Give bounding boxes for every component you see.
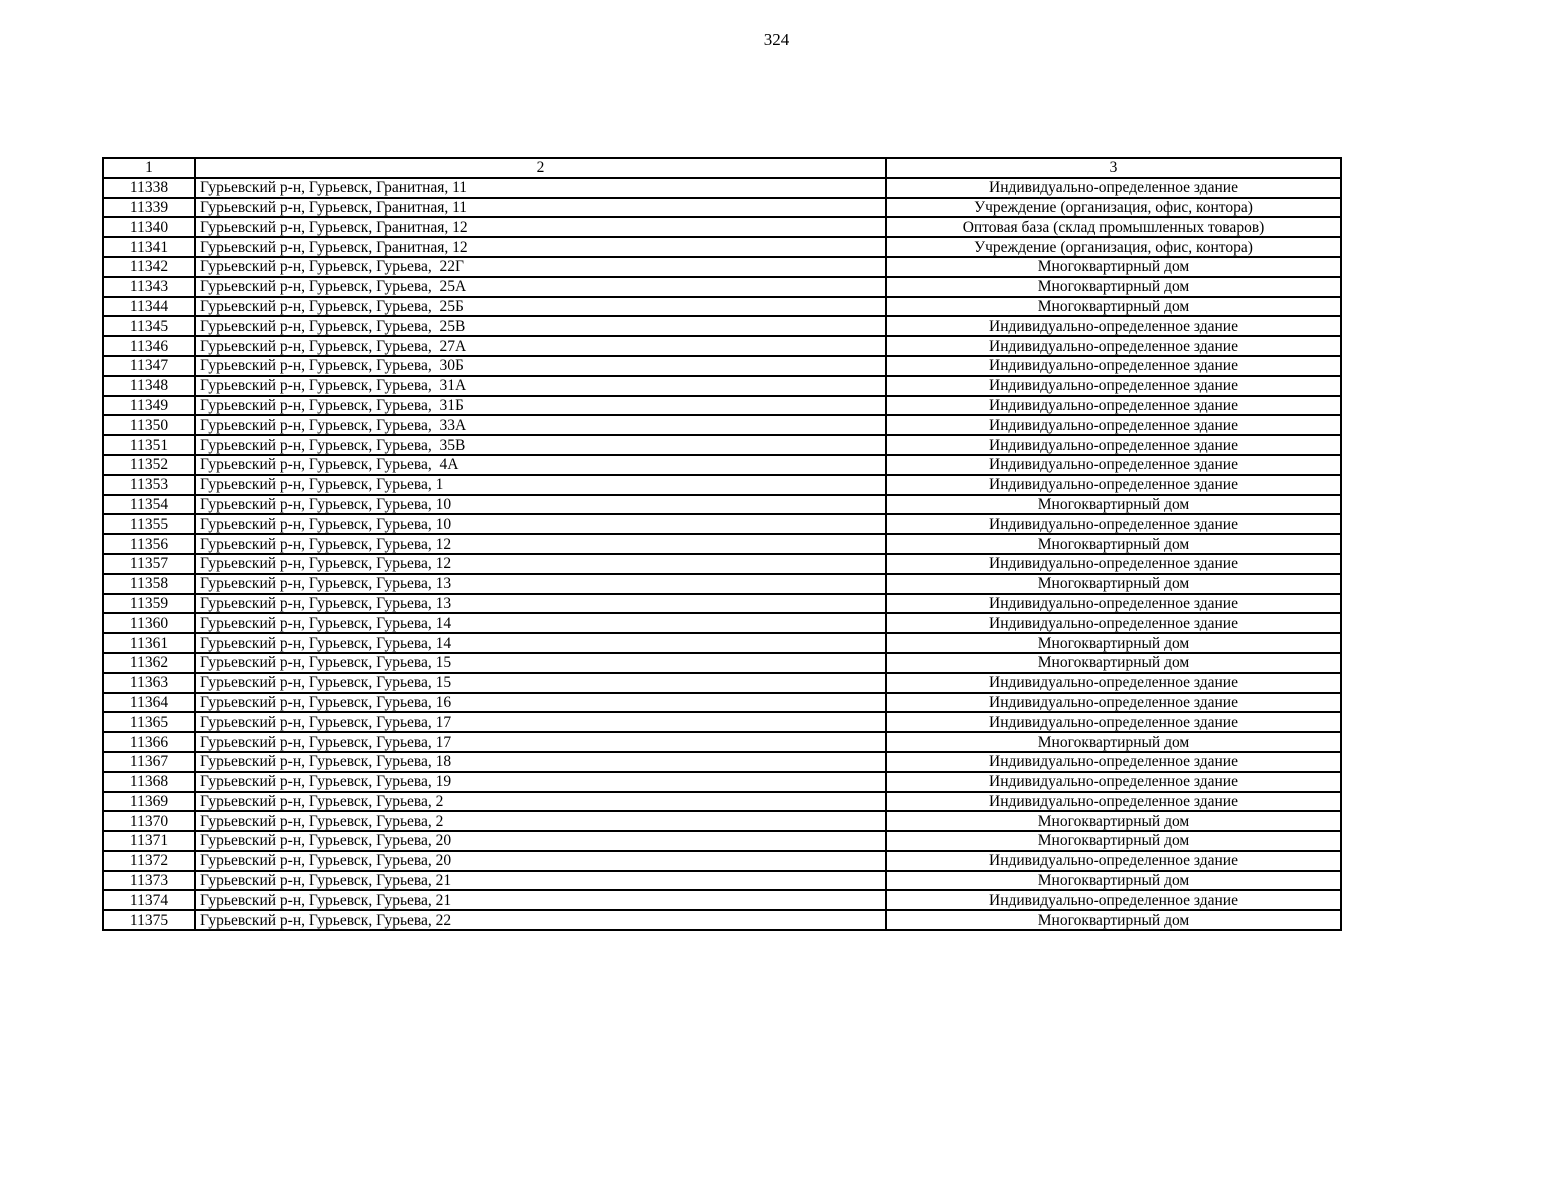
- table-row: [103, 297, 1341, 317]
- cell-record-number: 11356: [103, 534, 195, 554]
- cell-address: Гурьевский р-н, Гурьевск, Гурьева, 31Б: [195, 396, 886, 416]
- cell-address: Гурьевский р-н, Гурьевск, Гурьева, 10: [195, 495, 886, 515]
- cell-record-number: 11349: [103, 396, 195, 416]
- cell-record-number: 11347: [103, 356, 195, 376]
- cell-record-number: 11363: [103, 673, 195, 693]
- cell-address: Гурьевский р-н, Гурьевск, Гранитная, 12: [195, 237, 886, 257]
- cell-record-number: 11348: [103, 376, 195, 396]
- table-row: [103, 910, 1341, 930]
- cell-object-type: Индивидуально-определенное здание: [886, 376, 1341, 396]
- cell-record-number: 11374: [103, 890, 195, 910]
- cell-object-type: Индивидуально-определенное здание: [886, 554, 1341, 574]
- table-row: [103, 475, 1341, 495]
- cell-address: Гурьевский р-н, Гурьевск, Гурьева, 35В: [195, 435, 886, 455]
- cell-address: Гурьевский р-н, Гурьевск, Гурьева, 1: [195, 475, 886, 495]
- cell-address: Гурьевский р-н, Гурьевск, Гурьева, 20: [195, 851, 886, 871]
- cell-record-number: 11367: [103, 752, 195, 772]
- cell-address: Гурьевский р-н, Гурьевск, Гранитная, 11: [195, 178, 886, 198]
- cell-record-number: 11350: [103, 415, 195, 435]
- cell-object-type: Многоквартирный дом: [886, 831, 1341, 851]
- cell-address: Гурьевский р-н, Гурьевск, Гурьева, 17: [195, 712, 886, 732]
- table-row: [103, 752, 1341, 772]
- table-row: [103, 732, 1341, 752]
- cell-record-number: 11354: [103, 495, 195, 515]
- column-header-2: 2: [195, 158, 886, 178]
- registry-table: [102, 157, 1342, 931]
- table-row: [103, 633, 1341, 653]
- table-row: [103, 831, 1341, 851]
- table-row: [103, 514, 1341, 534]
- cell-object-type: Индивидуально-определенное здание: [886, 178, 1341, 198]
- cell-address: Гурьевский р-н, Гурьевск, Гранитная, 11: [195, 198, 886, 218]
- cell-object-type: Индивидуально-определенное здание: [886, 455, 1341, 475]
- cell-record-number: 11366: [103, 732, 195, 752]
- cell-record-number: 11351: [103, 435, 195, 455]
- table-row: [103, 574, 1341, 594]
- table-row: [103, 257, 1341, 277]
- cell-address: Гурьевский р-н, Гурьевск, Гурьева, 16: [195, 693, 886, 713]
- cell-object-type: Индивидуально-определенное здание: [886, 890, 1341, 910]
- cell-object-type: Индивидуально-определенное здание: [886, 693, 1341, 713]
- cell-object-type: Индивидуально-определенное здание: [886, 415, 1341, 435]
- cell-address: Гурьевский р-н, Гурьевск, Гурьева, 18: [195, 752, 886, 772]
- cell-address: Гурьевский р-н, Гурьевск, Гурьева, 14: [195, 613, 886, 633]
- column-header-3: 3: [886, 158, 1341, 178]
- cell-record-number: 11370: [103, 811, 195, 831]
- cell-record-number: 11365: [103, 712, 195, 732]
- table-row: [103, 455, 1341, 475]
- cell-record-number: 11338: [103, 178, 195, 198]
- table-row: [103, 277, 1341, 297]
- cell-record-number: 11343: [103, 277, 195, 297]
- cell-address: Гурьевский р-н, Гурьевск, Гурьева, 15: [195, 653, 886, 673]
- table-row: [103, 772, 1341, 792]
- cell-object-type: Индивидуально-определенное здание: [886, 336, 1341, 356]
- cell-object-type: Индивидуально-определенное здание: [886, 792, 1341, 812]
- table-row: [103, 356, 1341, 376]
- cell-object-type: Многоквартирный дом: [886, 574, 1341, 594]
- cell-address: Гурьевский р-н, Гурьевск, Гурьева, 30Б: [195, 356, 886, 376]
- cell-object-type: Индивидуально-определенное здание: [886, 594, 1341, 614]
- table-header-row: [103, 158, 1341, 178]
- cell-address: Гурьевский р-н, Гурьевск, Гурьева, 27А: [195, 336, 886, 356]
- cell-record-number: 11344: [103, 297, 195, 317]
- cell-object-type: Многоквартирный дом: [886, 871, 1341, 891]
- cell-address: Гурьевский р-н, Гурьевск, Гурьева, 19: [195, 772, 886, 792]
- cell-record-number: 11353: [103, 475, 195, 495]
- cell-record-number: 11340: [103, 217, 195, 237]
- table-row: [103, 693, 1341, 713]
- cell-object-type: Индивидуально-определенное здание: [886, 851, 1341, 871]
- table-row: [103, 396, 1341, 416]
- registry-table-body: [103, 158, 1341, 930]
- cell-object-type: Индивидуально-определенное здание: [886, 613, 1341, 633]
- table-row: [103, 871, 1341, 891]
- table-row: [103, 495, 1341, 515]
- cell-address: Гурьевский р-н, Гурьевск, Гурьева, 21: [195, 871, 886, 891]
- cell-record-number: 11369: [103, 792, 195, 812]
- cell-address: Гурьевский р-н, Гурьевск, Гурьева, 22: [195, 910, 886, 930]
- table-row: [103, 316, 1341, 336]
- cell-object-type: Многоквартирный дом: [886, 495, 1341, 515]
- table-row: [103, 415, 1341, 435]
- cell-record-number: 11341: [103, 237, 195, 257]
- cell-object-type: Индивидуально-определенное здание: [886, 772, 1341, 792]
- cell-record-number: 11339: [103, 198, 195, 218]
- cell-object-type: Индивидуально-определенное здание: [886, 752, 1341, 772]
- cell-address: Гурьевский р-н, Гурьевск, Гурьева, 13: [195, 574, 886, 594]
- cell-object-type: Многоквартирный дом: [886, 732, 1341, 752]
- column-header-1: 1: [103, 158, 195, 178]
- cell-address: Гурьевский р-н, Гурьевск, Гурьева, 12: [195, 554, 886, 574]
- cell-record-number: 11373: [103, 871, 195, 891]
- cell-object-type: Учреждение (организация, офис, контора): [886, 198, 1341, 218]
- cell-object-type: Многоквартирный дом: [886, 910, 1341, 930]
- cell-address: Гурьевский р-н, Гурьевск, Гурьева, 33А: [195, 415, 886, 435]
- table-row: [103, 534, 1341, 554]
- cell-address: Гурьевский р-н, Гурьевск, Гурьева, 22Г: [195, 257, 886, 277]
- cell-object-type: Индивидуально-определенное здание: [886, 396, 1341, 416]
- cell-address: Гурьевский р-н, Гурьевск, Гурьева, 4А: [195, 455, 886, 475]
- table-row: [103, 336, 1341, 356]
- cell-address: Гурьевский р-н, Гурьевск, Гурьева, 17: [195, 732, 886, 752]
- table-row: [103, 594, 1341, 614]
- cell-object-type: Индивидуально-определенное здание: [886, 475, 1341, 495]
- cell-address: Гурьевский р-н, Гурьевск, Гурьева, 25А: [195, 277, 886, 297]
- table-row: [103, 237, 1341, 257]
- cell-record-number: 11342: [103, 257, 195, 277]
- cell-address: Гурьевский р-н, Гурьевск, Гурьева, 12: [195, 534, 886, 554]
- cell-object-type: Многоквартирный дом: [886, 297, 1341, 317]
- cell-record-number: 11346: [103, 336, 195, 356]
- table-row: [103, 613, 1341, 633]
- cell-address: Гурьевский р-н, Гурьевск, Гурьева, 31А: [195, 376, 886, 396]
- cell-record-number: 11364: [103, 693, 195, 713]
- cell-record-number: 11357: [103, 554, 195, 574]
- table-row: [103, 890, 1341, 910]
- cell-address: Гурьевский р-н, Гурьевск, Гурьева, 14: [195, 633, 886, 653]
- table-row: [103, 811, 1341, 831]
- cell-address: Гурьевский р-н, Гурьевск, Гурьева, 25В: [195, 316, 886, 336]
- cell-address: Гурьевский р-н, Гурьевск, Гурьева, 21: [195, 890, 886, 910]
- cell-object-type: Многоквартирный дом: [886, 633, 1341, 653]
- cell-object-type: Многоквартирный дом: [886, 653, 1341, 673]
- table-row: [103, 376, 1341, 396]
- cell-record-number: 11358: [103, 574, 195, 594]
- table-row: [103, 435, 1341, 455]
- cell-address: Гурьевский р-н, Гурьевск, Гурьева, 2: [195, 811, 886, 831]
- cell-record-number: 11362: [103, 653, 195, 673]
- cell-object-type: Индивидуально-определенное здание: [886, 514, 1341, 534]
- cell-record-number: 11355: [103, 514, 195, 534]
- cell-record-number: 11368: [103, 772, 195, 792]
- cell-object-type: Многоквартирный дом: [886, 277, 1341, 297]
- cell-record-number: 11371: [103, 831, 195, 851]
- cell-address: Гурьевский р-н, Гурьевск, Гурьева, 15: [195, 673, 886, 693]
- table-row: [103, 712, 1341, 732]
- cell-record-number: 11375: [103, 910, 195, 930]
- table-row: [103, 217, 1341, 237]
- table-row: [103, 673, 1341, 693]
- table-row: [103, 792, 1341, 812]
- table-row: [103, 851, 1341, 871]
- cell-object-type: Оптовая база (склад промышленных товаров): [886, 217, 1341, 237]
- cell-object-type: Индивидуально-определенное здание: [886, 712, 1341, 732]
- cell-record-number: 11361: [103, 633, 195, 653]
- cell-address: Гурьевский р-н, Гурьевск, Гранитная, 12: [195, 217, 886, 237]
- cell-object-type: Учреждение (организация, офис, контора): [886, 237, 1341, 257]
- cell-address: Гурьевский р-н, Гурьевск, Гурьева, 20: [195, 831, 886, 851]
- cell-address: Гурьевский р-н, Гурьевск, Гурьева, 2: [195, 792, 886, 812]
- cell-object-type: Индивидуально-определенное здание: [886, 435, 1341, 455]
- cell-record-number: 11359: [103, 594, 195, 614]
- table-row: [103, 198, 1341, 218]
- cell-record-number: 11352: [103, 455, 195, 475]
- table-row: [103, 554, 1341, 574]
- cell-address: Гурьевский р-н, Гурьевск, Гурьева, 25Б: [195, 297, 886, 317]
- page-number: 324: [763, 30, 790, 49]
- cell-address: Гурьевский р-н, Гурьевск, Гурьева, 10: [195, 514, 886, 534]
- cell-object-type: Индивидуально-определенное здание: [886, 356, 1341, 376]
- cell-object-type: Многоквартирный дом: [886, 534, 1341, 554]
- table-row: [103, 178, 1341, 198]
- table-row: [103, 653, 1341, 673]
- cell-object-type: Индивидуально-определенное здание: [886, 673, 1341, 693]
- cell-object-type: Многоквартирный дом: [886, 811, 1341, 831]
- cell-address: Гурьевский р-н, Гурьевск, Гурьева, 13: [195, 594, 886, 614]
- cell-record-number: 11372: [103, 851, 195, 871]
- cell-record-number: 11345: [103, 316, 195, 336]
- cell-object-type: Индивидуально-определенное здание: [886, 316, 1341, 336]
- cell-record-number: 11360: [103, 613, 195, 633]
- cell-object-type: Многоквартирный дом: [886, 257, 1341, 277]
